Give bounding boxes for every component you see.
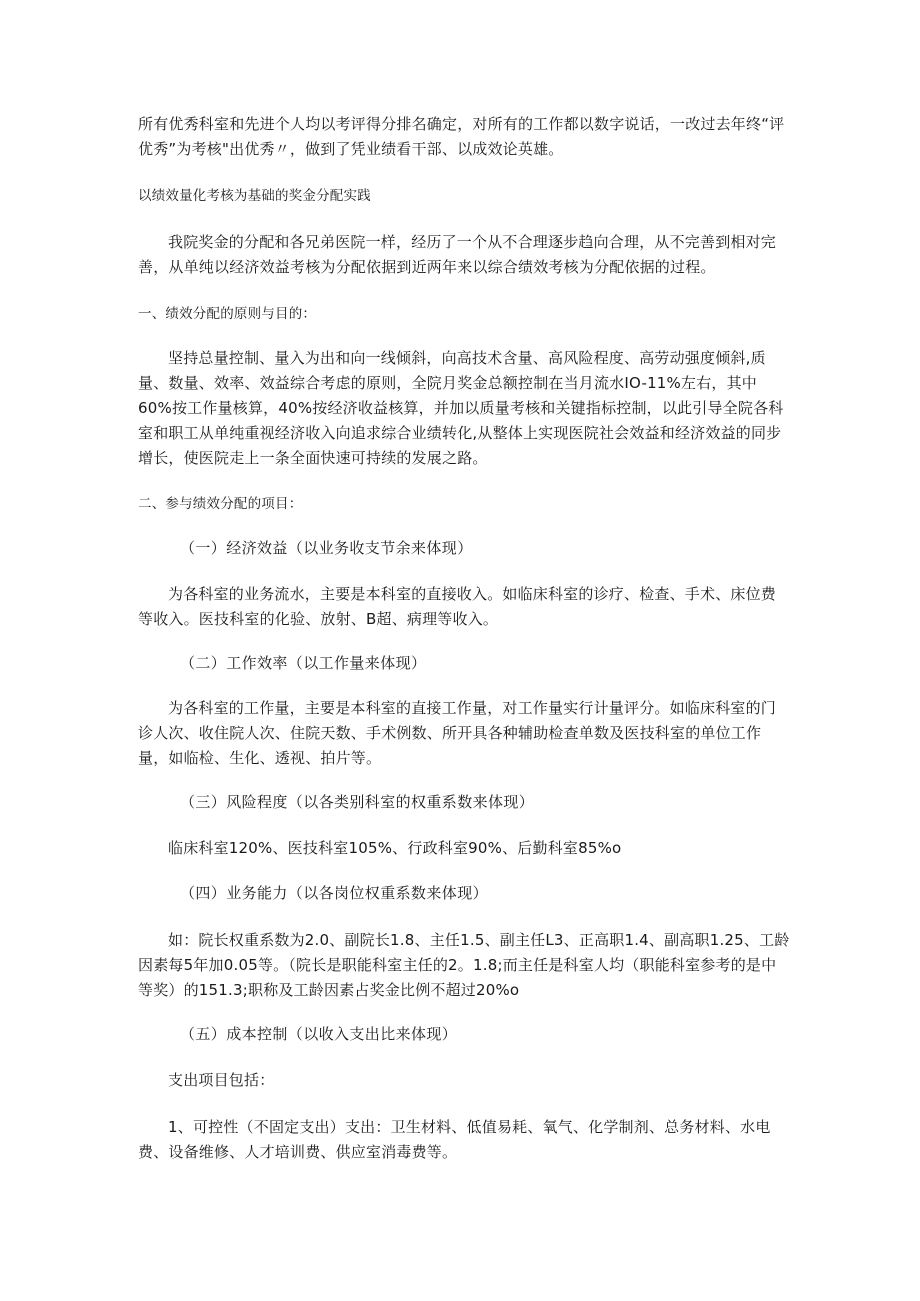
item-4-text: 如：院长权重系数为2.0、副院长1.8、主任1.5、副主任L3、正高职1.4、副高职1.25、工龄因素每5年加0.05等。（院长是职能科室主任的2。1.8;而主任是科室人均（职能科室参考的是中等奖）的151.3;职称及工龄因素占奖金比例不超过20%o — [138, 931, 790, 999]
item-5-title: （五）成本控制（以收入支出比来体现） — [180, 1025, 458, 1043]
paragraph-overview: 我院奖金的分配和各兄弟医院一样，经历了一个从不合理逐步趋向合理，从不完善到相对完善，从单纯以经济效益考核为分配依据到近两年来以综合绩效考核为分配依据的过程。 — [138, 233, 777, 276]
paragraph-principle: 坚持总量控制、量入为出和向一线倾斜，向高技术含量、高风险程度、高劳动强度倾斜,质量、数量、效率、效益综合考虑的原则，全院月奖金总额控制在当月流水IO-11%左右，其中60%按工作量核算，40%按经济收益核算，并加以质量考核和关键指标控制，以此引导全院各科室和职工从单纯重视经济收入向追求综合业绩转化,从整体上实现医院社会效益和经济效益的同步增长，使医院走上一条全面快速可持续的发展之路。 — [138, 349, 784, 467]
section-2-title: 二、参与绩效分配的项目： — [138, 496, 303, 512]
item-1-text: 为各科室的业务流水，主要是本科室的直接收入。如临床科室的诊疗、检查、手术、床位费等收入。医技科室的化验、放射、B超、病理等收入。 — [138, 585, 777, 628]
expense-item-1: 1、可控性（不固定支出）支出：卫生材料、低值易耗、氧气、化学制剂、总务材料、水电费、设备维修、人才培训费、供应室消毒费等。 — [138, 1118, 771, 1161]
item-2-title: （二）工作效率（以工作量来体现） — [180, 654, 427, 672]
item-2-text: 为各科室的工作量，主要是本科室的直接工作量，对工作量实行计量评分。如临床科室的门诊人次、收住院人次、住院天数、手术例数、所开具各种辅助检查单数及医技科室的单位工作量，如临检、生化、透视、拍片等。 — [138, 699, 777, 767]
item-3-title: （三）风险程度（以各类别科室的权重系数来体现） — [180, 793, 535, 811]
paragraph-intro: 所有优秀科室和先进个人均以考评得分排名确定，对所有的工作都以数字说话，一改过去年终“评优秀”为考核"出优秀〃，做到了凭业绩看干部、以成效论英雄。 — [138, 115, 785, 158]
section-1-title: 一、绩效分配的原则与目的： — [138, 306, 317, 322]
item-1-title: （一）经济效益（以业务收支节余来体现） — [180, 539, 473, 557]
heading-main: 以绩效量化考核为基础的奖金分配实践 — [138, 188, 371, 204]
expense-intro: 支出项目包括： — [168, 1071, 275, 1089]
item-4-title: （四）业务能力（以各岗位权重系数来体现） — [180, 884, 489, 902]
item-3-text: 临床科室120%、医技科室105%、行政科室90%、后勤科室85%o — [168, 839, 622, 857]
